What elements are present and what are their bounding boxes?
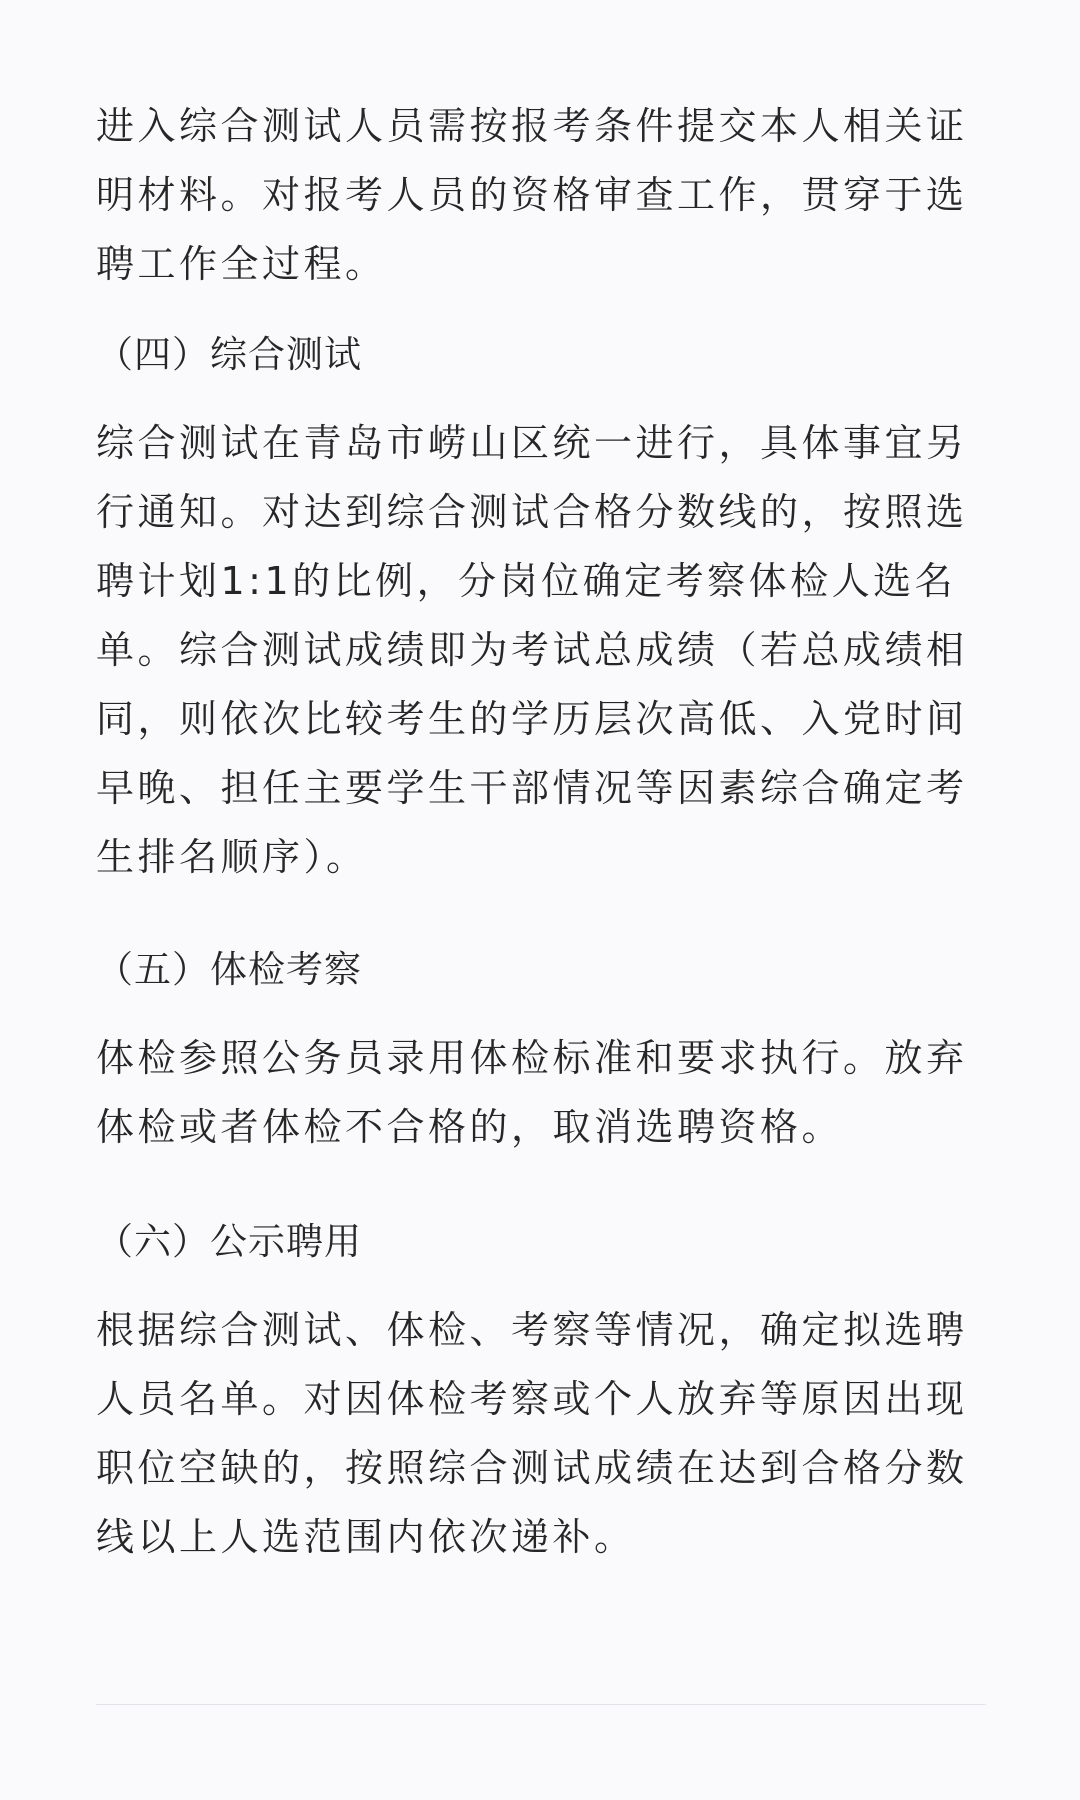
footer-divider: [96, 1704, 986, 1705]
article-body: [96, 92, 986, 1572]
paragraph-publicity-hiring: 根据综合测试、体检、考察等情况，确定拟选聘人员名单。对因体检考察或个人放弃等原因出现职位空缺的，按照综合测试成绩在达到合格分数线以上人选范围内依次递补。: [96, 1308, 968, 1559]
paragraph-comprehensive-test: 综合测试在青岛市崂山区统一进行，具体事宜另行通知。对达到综合测试合格分数线的，按照选聘计划1:1的比例，分岗位确定考察体检人选名单。综合测试成绩即为考试总成绩（若总成绩相同，则依次比较考生的学历层次高低、入党时间早晚、担任主要学生干部情况等因素综合确定考生排名顺序）。: [96, 421, 968, 879]
section-heading-physical-exam: （五）体检考察: [96, 948, 362, 991]
paragraph-qualification-review: 进入综合测试人员需按报考条件提交本人相关证明材料。对报考人员的资格审查工作，贯穿于选聘工作全过程。: [96, 104, 968, 286]
section-heading-comprehensive-test: （四）综合测试: [96, 333, 362, 376]
paragraph-physical-exam: 体检参照公务员录用体检标准和要求执行。放弃体检或者体检不合格的，取消选聘资格。: [96, 1036, 968, 1149]
section-heading-publicity-hiring: （六）公示聘用: [96, 1220, 362, 1263]
